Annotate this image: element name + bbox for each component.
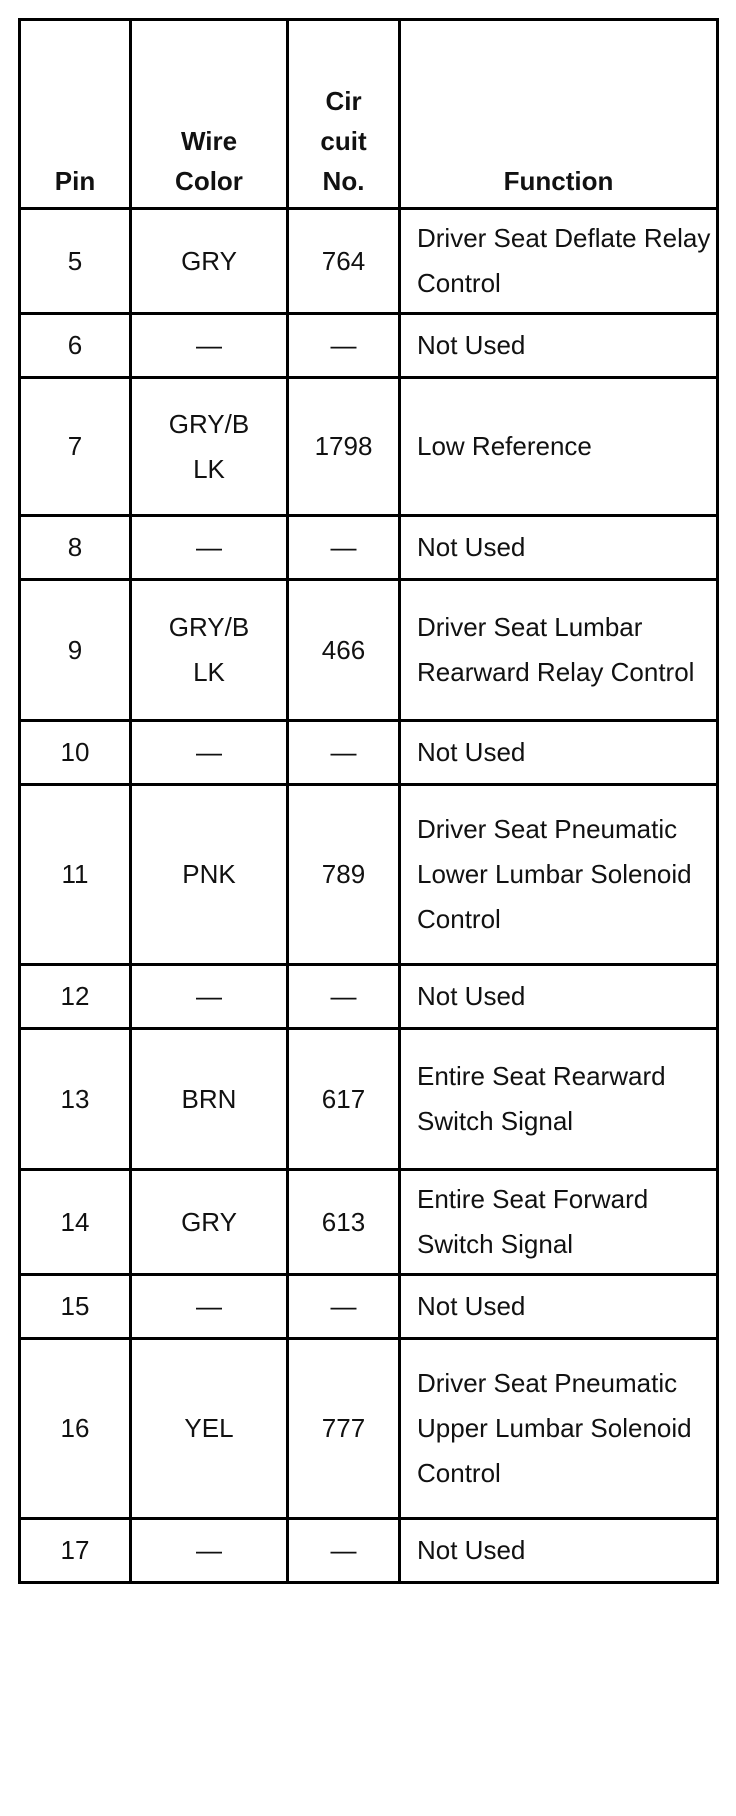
wire-color-cell: GRY/B LK xyxy=(131,580,288,721)
column-header-pin xyxy=(20,20,131,209)
wire-color-cell: GRY/B LK xyxy=(131,378,288,516)
pin-cell: 9 xyxy=(20,580,131,721)
wire-color-cell: YEL xyxy=(131,1339,288,1519)
function-cell: Driver Seat Lumbar Rearward Relay Control xyxy=(400,580,718,721)
wire-color-cell: — xyxy=(131,1275,288,1339)
circuit-no-cell: — xyxy=(288,314,400,378)
wire-color-cell: GRY xyxy=(131,209,288,314)
circuit-no-cell: 789 xyxy=(288,785,400,965)
wire-color-cell: PNK xyxy=(131,785,288,965)
table-row xyxy=(20,209,718,314)
wire-color-cell: — xyxy=(131,516,288,580)
pin-cell: 7 xyxy=(20,378,131,516)
table-row xyxy=(20,1519,718,1583)
function-cell: Not Used xyxy=(400,314,718,378)
column-header-circuit-no xyxy=(288,20,400,209)
header-row xyxy=(20,20,718,209)
function-cell: Not Used xyxy=(400,1275,718,1339)
pin-cell: 15 xyxy=(20,1275,131,1339)
pin-cell: 12 xyxy=(20,965,131,1029)
table-header xyxy=(20,20,718,209)
pin-cell: 6 xyxy=(20,314,131,378)
function-cell: Low Reference xyxy=(400,378,718,516)
column-header-function xyxy=(400,20,718,209)
circuit-no-cell: 613 xyxy=(288,1170,400,1275)
pin-cell: 13 xyxy=(20,1029,131,1170)
pin-cell: 10 xyxy=(20,721,131,785)
table-row xyxy=(20,785,718,965)
column-header-wire-color-label: Wire Color xyxy=(175,126,243,196)
table-row xyxy=(20,721,718,785)
pin-cell: 11 xyxy=(20,785,131,965)
wire-color-cell: — xyxy=(131,965,288,1029)
table-row xyxy=(20,580,718,721)
circuit-no-cell: — xyxy=(288,965,400,1029)
wire-color-cell: GRY xyxy=(131,1170,288,1275)
pin-cell: 5 xyxy=(20,209,131,314)
wire-color-cell: BRN xyxy=(131,1029,288,1170)
circuit-no-cell: — xyxy=(288,721,400,785)
table-row xyxy=(20,1339,718,1519)
column-header-wire-color xyxy=(131,20,288,209)
column-header-function-label: Function xyxy=(503,166,614,196)
table-row xyxy=(20,378,718,516)
pin-cell: 16 xyxy=(20,1339,131,1519)
pin-cell: 17 xyxy=(20,1519,131,1583)
table-row xyxy=(20,314,718,378)
table-row xyxy=(20,1275,718,1339)
pin-cell: 8 xyxy=(20,516,131,580)
function-cell: Not Used xyxy=(400,721,718,785)
circuit-no-cell: 764 xyxy=(288,209,400,314)
function-cell: Driver Seat Pneumatic Upper Lumbar Solenoid Control xyxy=(400,1339,718,1519)
connector-pinout-table xyxy=(18,18,719,1584)
table-body xyxy=(20,209,718,1583)
function-cell: Not Used xyxy=(400,1519,718,1583)
table-row xyxy=(20,516,718,580)
pin-cell: 14 xyxy=(20,1170,131,1275)
function-cell: Driver Seat Deflate Relay Control xyxy=(400,209,718,314)
function-cell: Entire Seat Rearward Switch Signal xyxy=(400,1029,718,1170)
function-cell: Not Used xyxy=(400,965,718,1029)
function-cell: Entire Seat Forward Switch Signal xyxy=(400,1170,718,1275)
circuit-no-cell: 777 xyxy=(288,1339,400,1519)
wire-color-cell: — xyxy=(131,721,288,785)
column-header-circuit-no-label: Cir cuit No. xyxy=(320,86,367,196)
wire-color-cell: — xyxy=(131,314,288,378)
wire-color-cell: — xyxy=(131,1519,288,1583)
circuit-no-cell: 466 xyxy=(288,580,400,721)
circuit-no-cell: — xyxy=(288,1519,400,1583)
function-cell: Driver Seat Pneumatic Lower Lumbar Solenoid Control xyxy=(400,785,718,965)
table-row xyxy=(20,1170,718,1275)
column-header-pin-label: Pin xyxy=(54,166,96,196)
circuit-no-cell: 1798 xyxy=(288,378,400,516)
table-row xyxy=(20,965,718,1029)
circuit-no-cell: — xyxy=(288,1275,400,1339)
function-cell: Not Used xyxy=(400,516,718,580)
table-row xyxy=(20,1029,718,1170)
circuit-no-cell: — xyxy=(288,516,400,580)
circuit-no-cell: 617 xyxy=(288,1029,400,1170)
